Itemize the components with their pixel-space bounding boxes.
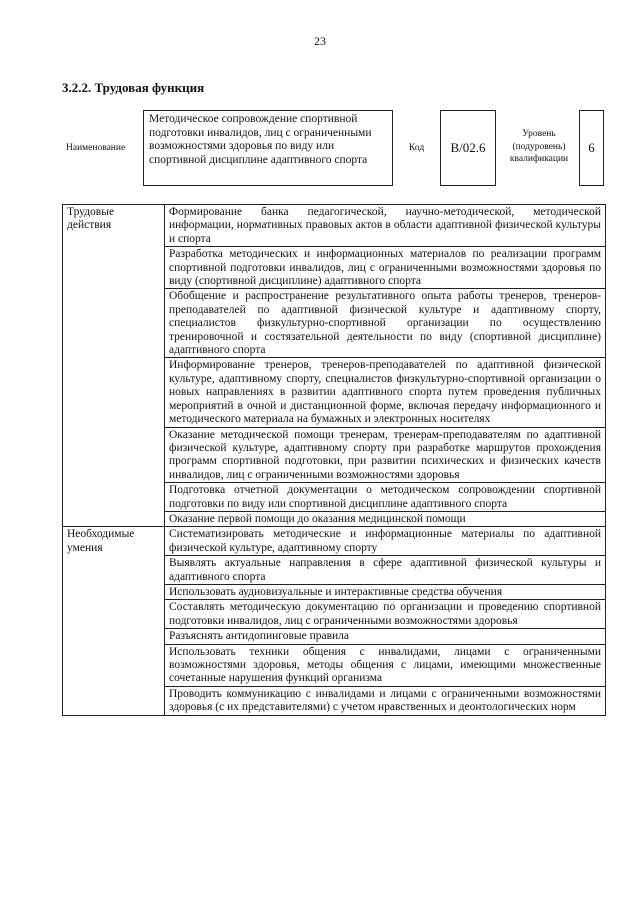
function-table [62, 204, 606, 716]
labor-action-item: Подготовка отчетной документации о методическом сопровождении спортивной подготовки по виду или спортивной дисциплине адаптивного спорта [165, 483, 606, 512]
labor-action-item: Оказание методической помощи тренерам, тренерам-преподавателям по адаптивной физической культуре, адаптивному спорту при разработке маршрутов прохождения программ спортивной подготовки, при развитии психических и физических качеств инвалидов, лиц с ограниченными возможностями здоровья [165, 427, 606, 483]
code-label: Код [409, 143, 425, 153]
level-label: Уровень (подуровень) квалификации [509, 129, 569, 164]
labor-action-item: Обобщение и распространение результативного опыта работы тренеров, тренеров-преподавателей по адаптивной физической культуре и адаптивному спорту, специалистов физкультурно-спортивной организации по осуществлению тренировочной и состязательной деятельности по виду (спортивной дисциплине) адаптивного спорта [165, 289, 606, 358]
labor-action-item: Оказание первой помощи до оказания медицинской помощи [165, 511, 606, 526]
skill-item: Систематизировать методические и информационные материалы по адаптивной физической культуре, адаптивному спорту [165, 527, 606, 556]
labor-action-item: Разработка методических и информационных материалов по реализации программ спортивной подготовки инвалидов, лиц с ограниченными возможностями здоровья по виду (спортивной дисциплине) адаптивного спорта [165, 247, 606, 289]
skill-item: Составлять методическую документацию по организации и проведению спортивной подготовки инвалидов, лиц с ограниченными возможностями здоровья [165, 600, 606, 629]
section-title: 3.2.2. Трудовая функция [62, 80, 205, 95]
name-label: Наименование [66, 143, 126, 153]
labor-actions-label: Трудовые действия [63, 205, 165, 527]
level-value: 6 [579, 110, 604, 186]
table-row [63, 205, 606, 247]
code-value: B/02.6 [440, 110, 496, 186]
required-skills-label: Необходимые умения [63, 527, 165, 715]
labor-action-item: Формирование банка педагогической, научно-методической, методической информации, нормативных правовых актов в области адаптивной физической культуры и спорта [165, 205, 606, 247]
skill-item: Использовать аудиовизуальные и интерактивные средства обучения [165, 584, 606, 599]
labor-action-item: Информирование тренеров, тренеров-преподавателей по адаптивной физической культуре, адаптивному спорту, специалистов физкультурно-спортивной организации о новых направлениях в развитии адаптивного спорта путем проведения публичных мероприятий в очной и дистанционной форме, включая передачу информационного и методического материала на бумажных и электронных носителях [165, 358, 606, 427]
function-name: Методическое сопровождение спортивной подготовки инвалидов, лиц с ограниченными возможностями здоровья по виду или спортивной дисциплине адаптивного спорта [143, 110, 393, 186]
skill-item: Проводить коммуникацию с инвалидами и лицами с ограниченными возможностями здоровья (с их представителями) с учетом нравственных и деонтологических норм [165, 686, 606, 715]
table-row [63, 527, 606, 556]
skill-item: Использовать техники общения с инвалидами, лицами с ограниченными возможностями здоровья, методы общения с лицами, имеющими множественные сочетанные нарушения функций организма [165, 644, 606, 686]
skill-item: Выявлять актуальные направления в сфере адаптивной физической культуры и адаптивного спорта [165, 556, 606, 585]
skill-item: Разъяснять антидопинговые правила [165, 629, 606, 644]
page-number: 23 [314, 34, 326, 48]
